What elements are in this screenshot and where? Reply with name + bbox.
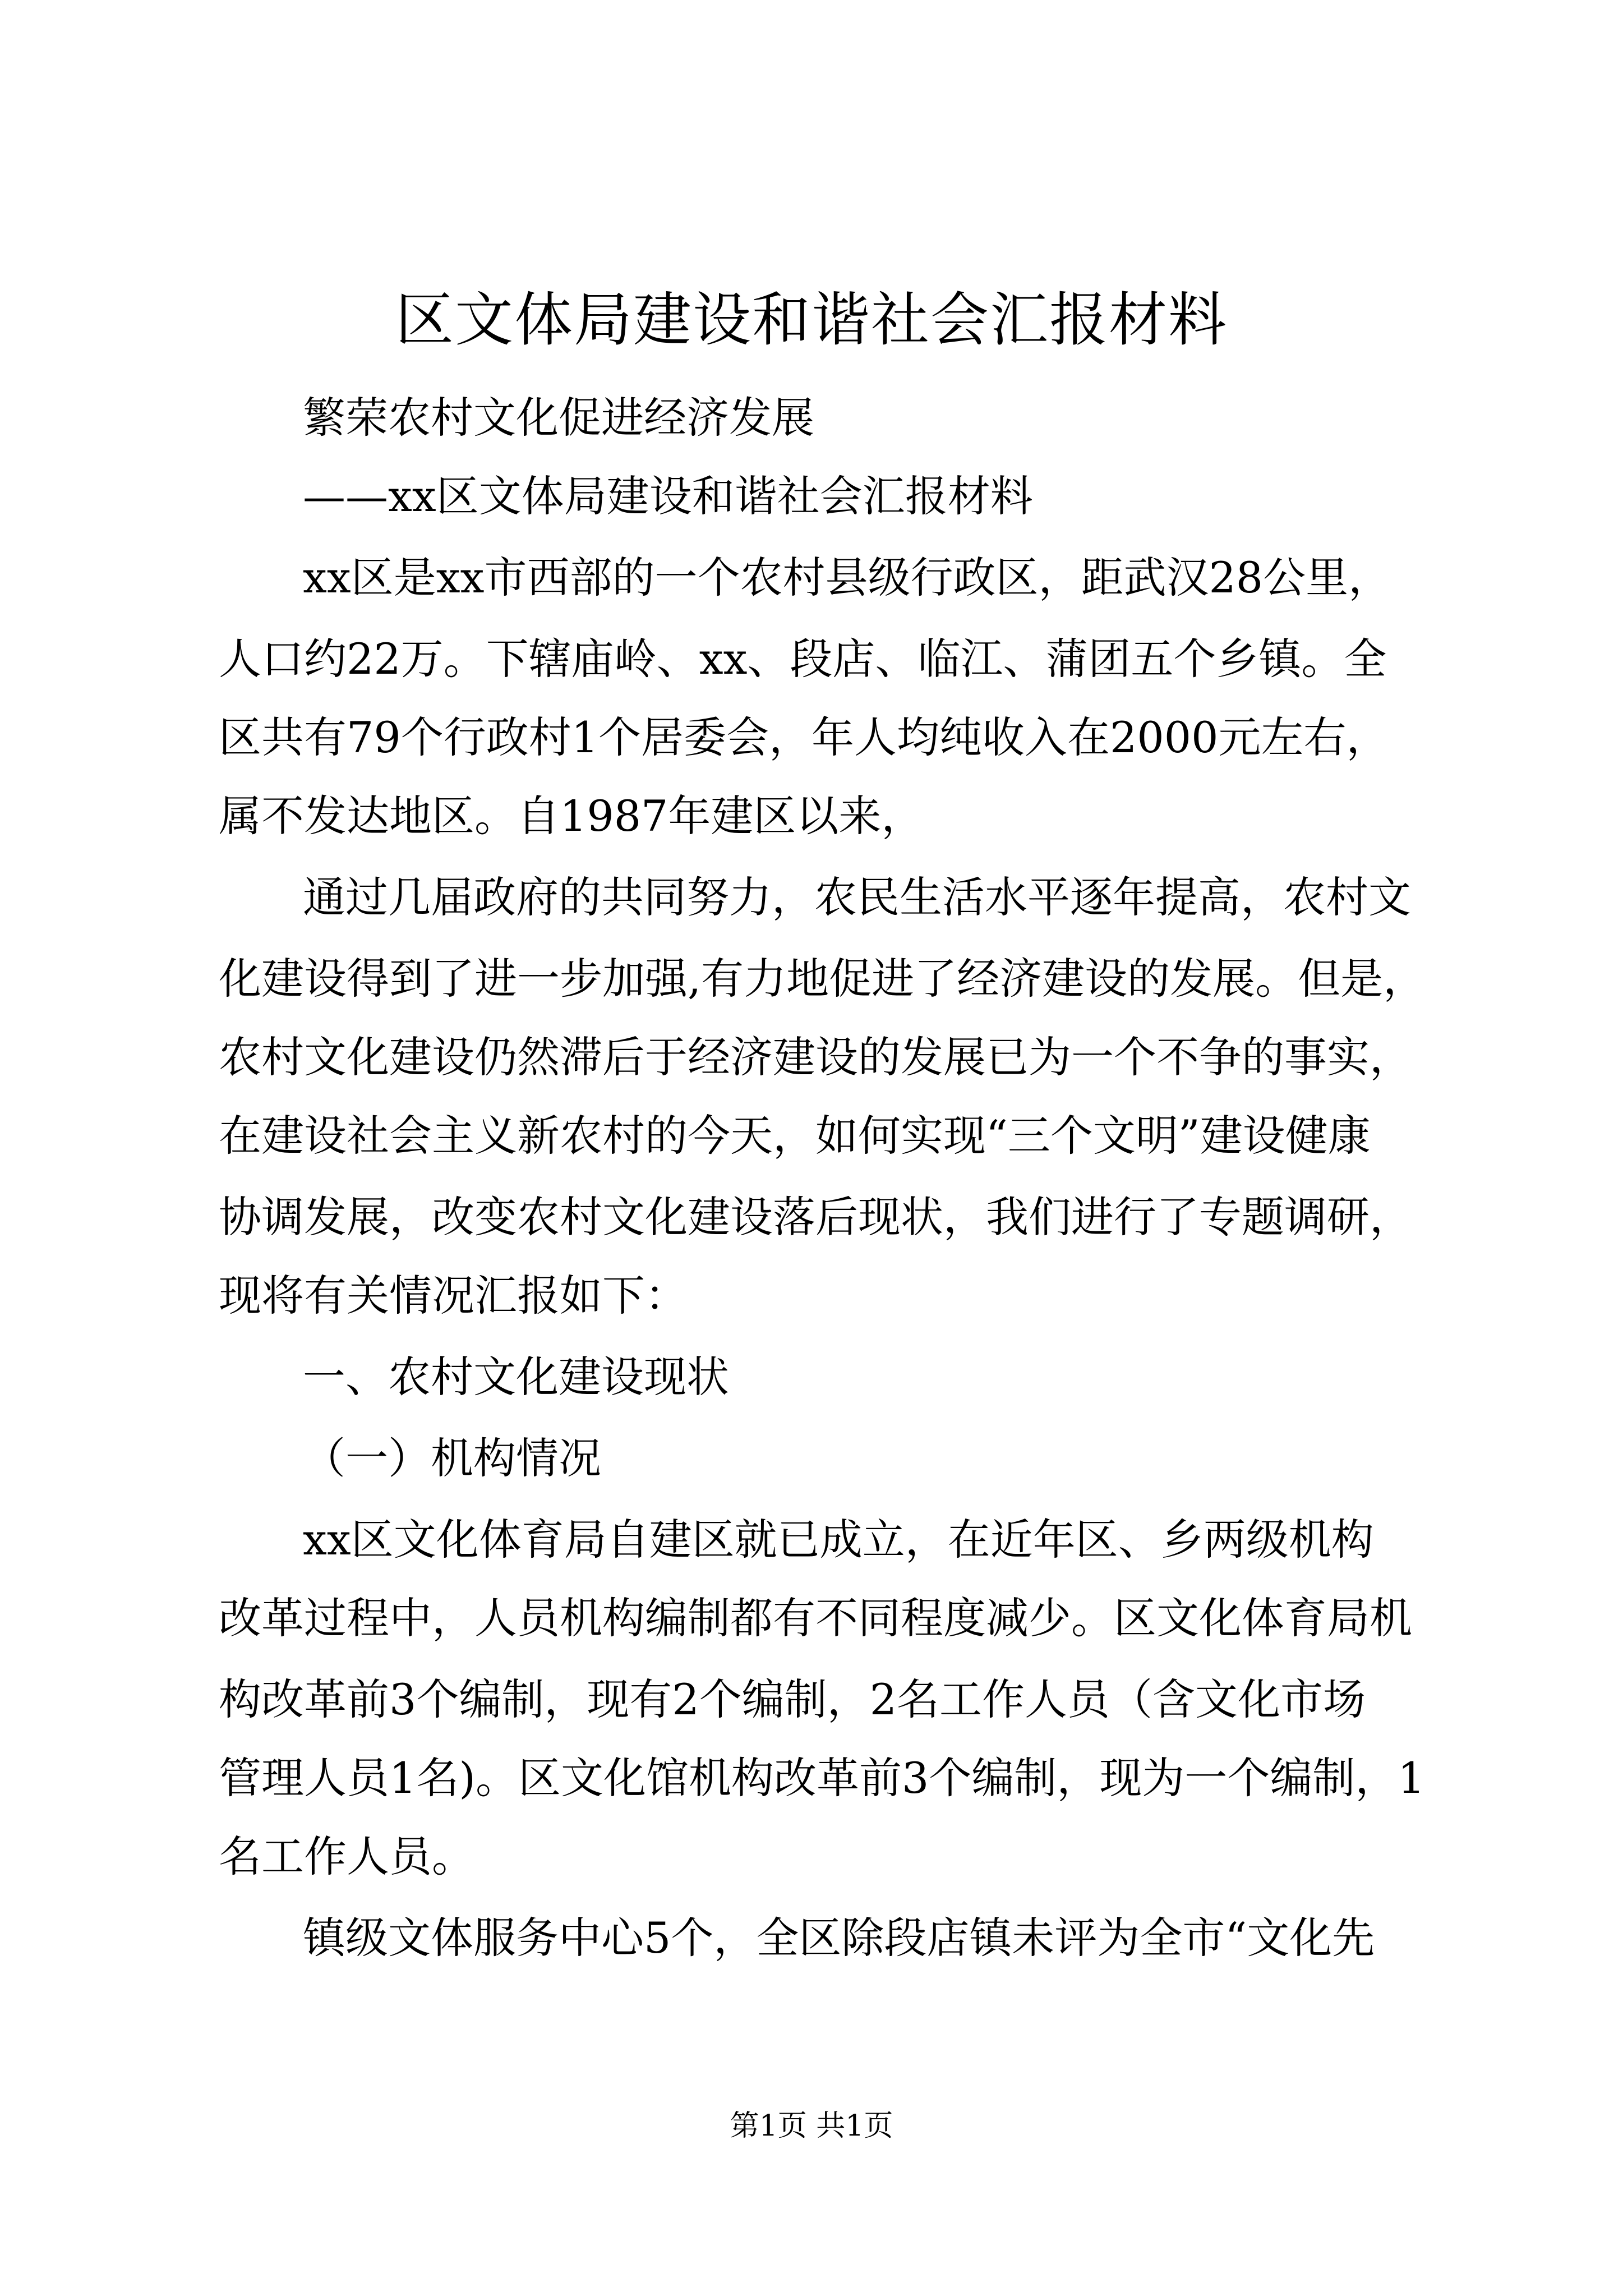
body-text-line: 农村文化建设仍然滞后于经济建设的发展已为一个不争的事实，: [219, 1032, 1412, 1082]
body-text-line: 人口约22万。下辖庙岭、xx、段店、临江、蒲团五个乡镇。全: [219, 634, 1387, 684]
body-text-line: xx区是xx市西部的一个农村县级行政区，距武汉28公里，: [303, 553, 1391, 602]
body-text-line: 在建设社会主义新农村的今天，如何实现“三个文明”建设健康: [219, 1111, 1371, 1161]
section-heading: 一、农村文化建设现状: [303, 1352, 729, 1402]
body-text-line: 化建设得到了进一步加强,有力地促进了经济建设的发展。但是，: [219, 954, 1426, 1004]
body-text-line: 构改革前3个编制，现有2个编制，2名工作人员（含文化市场: [219, 1674, 1366, 1724]
subtitle: 繁荣农村文化促进经济发展: [303, 393, 814, 443]
page-footer: 第1页 共1页: [730, 2109, 893, 2143]
body-text-line: 通过几届政府的共同努力，农民生活水平逐年提高，农村文: [303, 872, 1411, 922]
body-text-line: 名工作人员。: [219, 1832, 474, 1881]
body-text-line: 管理人员1名)。区文化馆机构改革前3个编制，现为一个编制，1: [219, 1753, 1425, 1803]
body-text-line: xx区文化体育局自建区就已成立，在近年区、乡两级机构: [303, 1515, 1374, 1565]
subsection-heading: （一）机构情况: [303, 1433, 601, 1483]
body-text-line: 协调发展，改变农村文化建设落后现状，我们进行了专题调研，: [219, 1192, 1412, 1242]
body-text-line: 属不发达地区。自1987年建区以来，: [219, 791, 924, 841]
subtitle-line: ——xx区文体局建设和谐社会汇报材料: [303, 471, 1033, 521]
body-text-line: 改革过程中，人员机构编制都有不同程度减少。区文化体育局机: [219, 1593, 1412, 1643]
body-text-line: 镇级文体服务中心5个，全区除段店镇未评为全市“文化先: [303, 1913, 1375, 1963]
document-title: 区文体局建设和谐社会汇报材料: [395, 286, 1228, 354]
body-text-line: 现将有关情况汇报如下：: [219, 1271, 688, 1320]
body-text-line: 区共有79个行政村1个居委会，年人均纯收入在2000元左右，: [219, 712, 1389, 762]
